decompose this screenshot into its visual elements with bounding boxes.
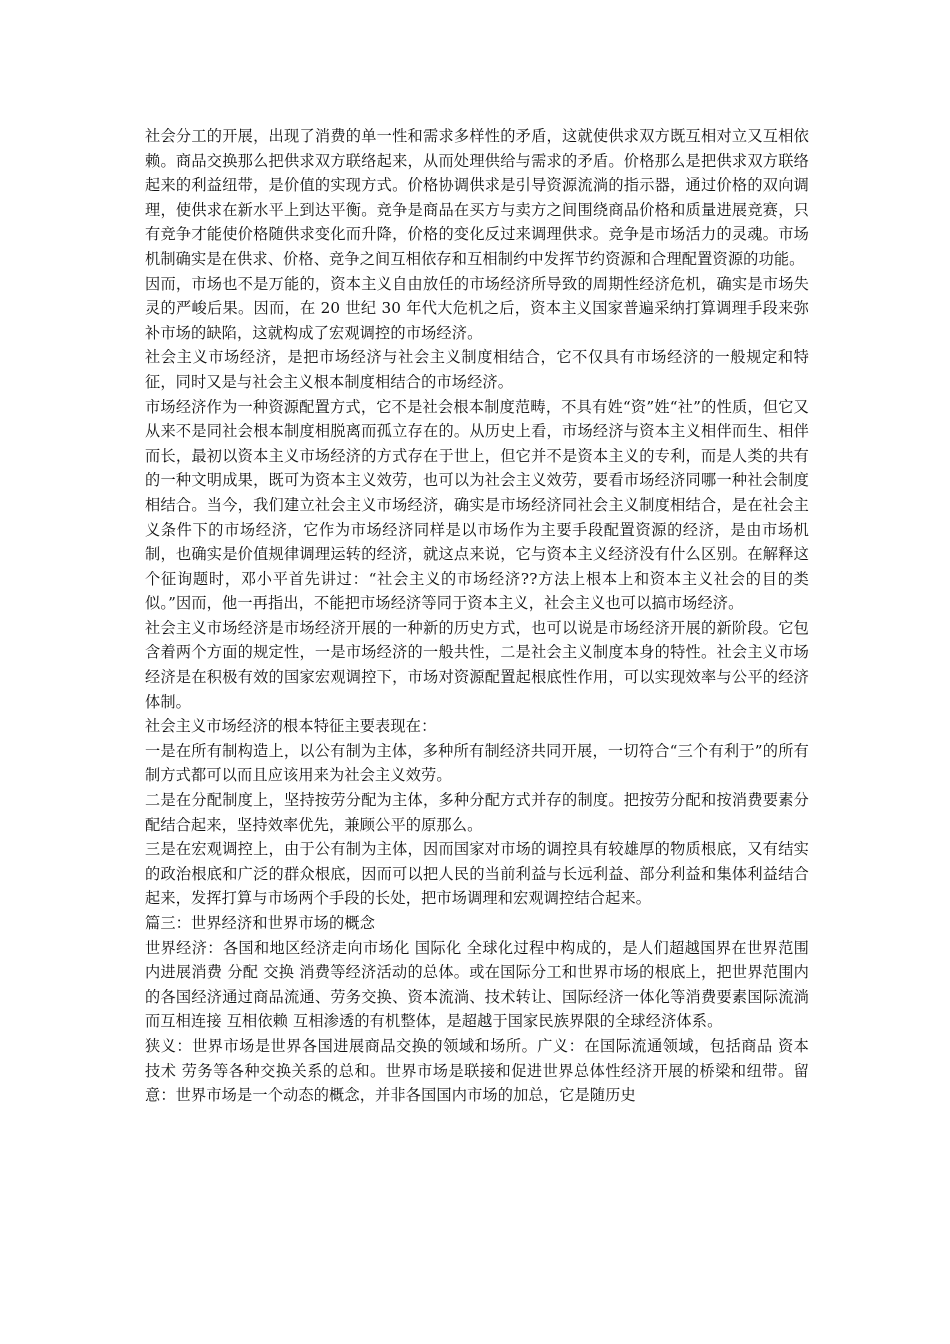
paragraph-market-mechanism: 社会分工的开展，出现了消费的单一性和需求多样性的矛盾，这就使供求双方既互相对立又互相依赖。商品交换那么把供求双方联络起来，从而处理供给与需求的矛盾。价格那么是把供求双方联络起来的利益纽带，是价值的实现方式。价格协调供求是引导资源流淌的指示器，通过价格的双向调理，使供求在新水平上到达平衡。竞争是商品在买方与卖方之间围绕商品价格和质量进展竞赛，只有竞争才能使价格随供求变化而升降，价格的变化反过来调理供求。竞争是市场活力的灵魂。市场机制确实是在供求、价格、竞争之间互相依存和互相制约中发挥节约资源和合理配置资源的功能。	[145, 127, 809, 268]
paragraph-feature-distribution: 二是在分配制度上，坚持按劳分配为主体，多种分配方式并存的制度。把按劳分配和按消费要素分配结合起来，坚持效率优先，兼顾公平的原那么。	[145, 791, 809, 834]
paragraph-market-failure: 因而，市场也不是万能的，资本主义自由放任的市场经济所导致的周期性经济危机，确实是市场失灵的严峻后果。因而，在 20 世纪 30 年代大危机之后，资本主义国家普遍采纳打算调理手段来弥补市场的缺陷，这就构成了宏观调控的市场经济。	[145, 274, 809, 342]
paragraph-socialist-market-definition: 社会主义市场经济，是把市场经济与社会主义制度相结合，它不仅具有市场经济的一般规定和特征，同时又是与社会主义根本制度相结合的市场经济。	[145, 348, 809, 391]
section-heading: 篇三：世界经济和世界市场的概念	[145, 914, 376, 932]
paragraph-world-economy-definition: 世界经济：各国和地区经济走向市场化 国际化 全球化过程中构成的，是人们超越国界在世界范围内进展消费 分配 交换 消费等经济活动的总体。或在国际分工和世界市场的根底上，把世界范围内的各国经济通过商品流通、劳务交换、资本流淌、技术转让、国际经济一体化等消费要素国际流淌而互相连接 互相依赖 互相渗透的有机整体，是超越于国家民族界限的全球经济体系。	[145, 938, 809, 1031]
document-body	[145, 124, 809, 1108]
paragraph-new-historical-form: 社会主义市场经济是市场经济开展的一种新的历史方式，也可以说是市场经济开展的新阶段。它包含着两个方面的规定性，一是市场经济的一般共性，二是社会主义制度本身的特性。社会主义市场经济是在积极有效的国家宏观调控下，市场对资源配置起根底性作用，可以实现效率与公平的经济体制。	[145, 618, 809, 711]
paragraph-feature-macro-control: 三是在宏观调控上，由于公有制为主体，因而国家对市场的调控具有较雄厚的物质根底，又有结实的政治根底和广泛的群众根底，因而可以把人民的当前利益与长远利益、部分利益和集体利益结合起来，发挥打算与市场两个手段的长处，把市场调理和宏观调控结合起来。	[145, 840, 809, 908]
paragraph-feature-ownership: 一是在所有制构造上，以公有制为主体，多种所有制经济共同开展，一切符合“三个有利于”的所有制方式都可以而且应该用来为社会主义效劳。	[145, 741, 809, 785]
paragraph-market-as-allocation-method: 市场经济作为一种资源配置方式，它不是社会根本制度范畴，不具有姓“资”姓“社”的性质，但它又从来不是同社会根本制度相脱离而孤立存在的。从历史上看，市场经济与资本主义相伴而生、相伴而长，最初以资本主义市场经济的方式存在于世上，但它并不是资本主义的专利，而是人类的共有的一种文明成果，既可为资本主义效劳，也可以为社会主义效劳，要看市场经济同哪一种社会制度相结合。当今，我们建立社会主义市场经济，确实是市场经济同社会主义制度相结合，是在社会主义条件下的市场经济，它作为市场经济同样是以市场作为主要手段配置资源的经济，是由市场机制，也确实是价值规律调理运转的经济，就这点来说，它与资本主义经济没有什么区别。在解释这个征询题时，邓小平首先讲过：“社会主义的市场经济??方法上根本上和资本主义社会的目的类似。”因而，他一再指出，不能把市场经济等同于资本主义，社会主义也可以搞市场经济。	[145, 397, 809, 613]
paragraph-basic-features-intro: 社会主义市场经济的根本特征主要表现在：	[145, 717, 437, 736]
paragraph-world-market-definition: 狭义：世界市场是世界各国进展商品交换的领域和场所。广义：在国际流通领域，包括商品 资本 技术 劳务等各种交换关系的总和。世界市场是联接和促进世界总体性经济开展的桥梁和纽带。留意：世界市场是一个动态的概念，并非各国国内市场的加总，它是随历史	[145, 1036, 809, 1105]
